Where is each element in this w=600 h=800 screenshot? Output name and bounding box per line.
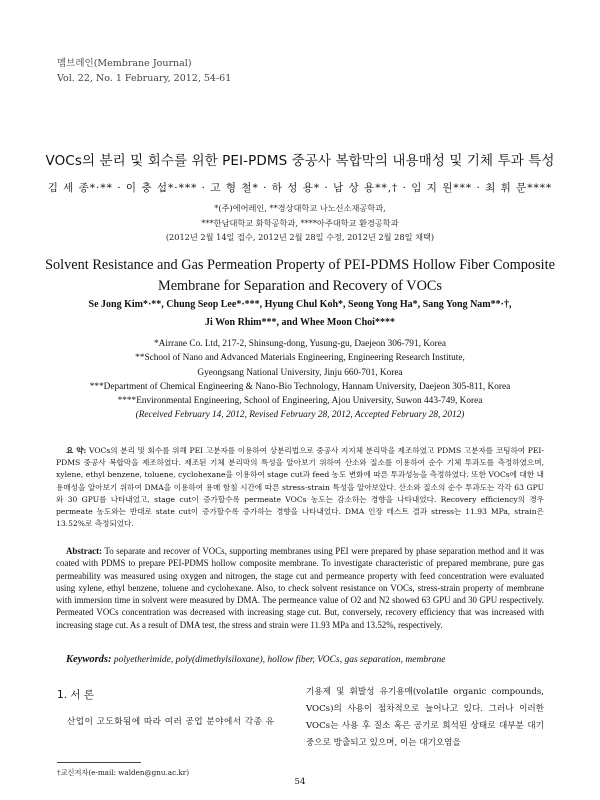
journal-issue: Vol. 22, No. 1 February, 2012, 54-61: [57, 73, 232, 84]
journal-name: 멤브레인(Membrane Journal): [57, 58, 192, 69]
body-left-column: 산업이 고도화됨에 따라 여러 공업 분야에서 각종 유: [67, 717, 275, 727]
english-title-line: Solvent Resistance and Gas Permeation Property of PEI-PDMS Hollow Fiber Composite: [45, 257, 555, 273]
english-affiliation-line: *Airrane Co. Ltd, 217-2, Shinsung-dong, Yusung-gu, Daejeon 306-791, Korea: [154, 339, 446, 349]
korean-received-dates: (2012년 2월 14일 접수, 2012년 2월 28일 수정, 2012년 2월 28일 채택): [165, 232, 435, 242]
english-affiliation-line: ***Department of Chemical Engineering & Nano-Bio Technology, Hannam University, Daejeon 305-811, Korea: [89, 381, 511, 392]
page-number: 54: [294, 777, 306, 787]
english-title-line: Membrane for Separation and Recovery of VOCs: [157, 278, 442, 294]
english-abstract: [56, 545, 544, 631]
english-abstract-text: To separate and recover of VOCs, supporting membranes using PEI were prepared by phase separation method and it was coated with PDMS to prepare PEI-PDMS hollow composite membrane. To investigate characteristic of prepared membrane, pure gas permeability was measured using oxygen and nitrogen, the stage cut and permeance property with feed concentration were evaluated using xylene, ethyl benzene, toluene and cyclohexane. Also, to check solvent resistance on VOCs, stress-strain property of membrane with immersion time in solvent were measured by DMA. The permeance value of O2 and N2 showed 63 GPU and 30 GPU respectively. Permeated VOCs concentration was decreased with increasing stage cut. But, conversely, recovery efficiency that was increased with increasing stage cut. As a result of DMA test, the stress and strain were 11.93 MPa and 13.52%, respectively.: [56, 546, 545, 630]
korean-title: VOCs의 분리 및 회수를 위한 PEI-PDMS 중공사 복합막의 내용매성 및 기체 투과 특성: [45, 153, 555, 169]
korean-authors: 김 세 종*·** · 이 충 섭*·*** · 고 형 철* · 하 성 용* · 남 상 용**,† · 임 지 원*** · 최 휘 문****: [47, 182, 553, 194]
english-title: [40, 255, 560, 297]
body-right-column: 기용제 및 휘발성 유기용매(volatile organic compounds, VOCs)의 사용이 점차적으로 늘어나고 있다. 그러나 이러한 VOCs는 사용 후 질소 혹은 공기로 희석된 상태로 대부분 대기 중으로 방출되고 있으며, 이는 대기오염을: [306, 687, 544, 748]
keywords-text: polyetherimide, poly(dimethylsiloxane), hollow fiber, VOCs, gas separation, membrane: [113, 655, 446, 665]
english-received-dates: (Received February 14, 2012, Revised February 28, 2012, Accepted February 28, 2012): [135, 410, 465, 421]
english-abstract-label: Abstract:: [66, 546, 102, 556]
corresponding-author-footnote: †교신저자(e-mail: walden@gnu.ac.kr): [57, 768, 189, 777]
korean-abstract: [56, 445, 544, 530]
korean-affiliation-line: *(주)에어레인, **경상대학교 나노신소재공학과,: [214, 203, 386, 213]
section-heading: 1. 서 론: [57, 689, 94, 701]
korean-affiliations: [0, 201, 600, 245]
english-authors: [40, 296, 560, 332]
journal-header: [57, 56, 231, 86]
korean-affiliation-line: ***한남대학교 화학공학과, ****아주대학교 환경공학과: [201, 217, 399, 228]
keywords-label: Keywords:: [66, 654, 112, 665]
korean-abstract-label: 요 약:: [66, 446, 87, 455]
english-affiliation-line: Gyeongsang National University, Jinju 660-701, Korea: [197, 367, 403, 378]
english-affiliation-line: **School of Nano and Advanced Materials Engineering, Engineering Research Institute,: [135, 353, 465, 364]
english-affiliation-line: ****Environmental Engineering, School of Engineering, Ajou University, Suwon 443-749, Korea: [117, 396, 483, 407]
footnote-divider: [57, 762, 141, 763]
english-authors-line: Ji Won Rhim***, and Whee Moon Choi****: [205, 317, 395, 328]
english-authors-line: Se Jong Kim*·**, Chung Seop Lee*·***, Hyung Chul Koh*, Seong Yong Ha*, Sang Yong Nam**·†,: [88, 299, 512, 310]
keywords: [66, 654, 544, 665]
korean-abstract-text: VOCs의 분리 및 회수를 위해 PEI 고분자를 이용하여 상분리법으로 중공사 지지체 분리막을 제조하였고 PDMS 고분자를 코팅하여 PEI-PDMS 중공사 복합막을 제조하였다. 제조된 기체 분리막의 특성을 알아보기 위하여 산소와 질소를 이용하여 순수 기체 투과도를 측정하였으며, xylene, ethyl benzene, toluene, cyclohexane을 이용하여 stage cut과 feed 농도 변화에 따른 투과성능을 측정하였다. 또한 VOCs에 대한 내용매성을 알아보기 위하여 DMA을 이용하여 용매 함침 시간에 따른 stress-strain 특성을 알아보았다. 산소와 질소의 순수 투과도는 각각 63 GPU와 30 GPU를 나타내었고, stage cut이 증가할수록 permeate VOCs 농도는 감소하는 경향을 나타내었다. Recovery efficiency의 경우 permeate 농도와는 반대로 state cut이 증가할수록 증가하는 경향을 나타내었다. DMA 인장 테스트 결과 stress는 11.93 MPa, strain은 13.52%로 측정되었다.: [56, 446, 544, 529]
english-affiliations: [30, 337, 570, 423]
